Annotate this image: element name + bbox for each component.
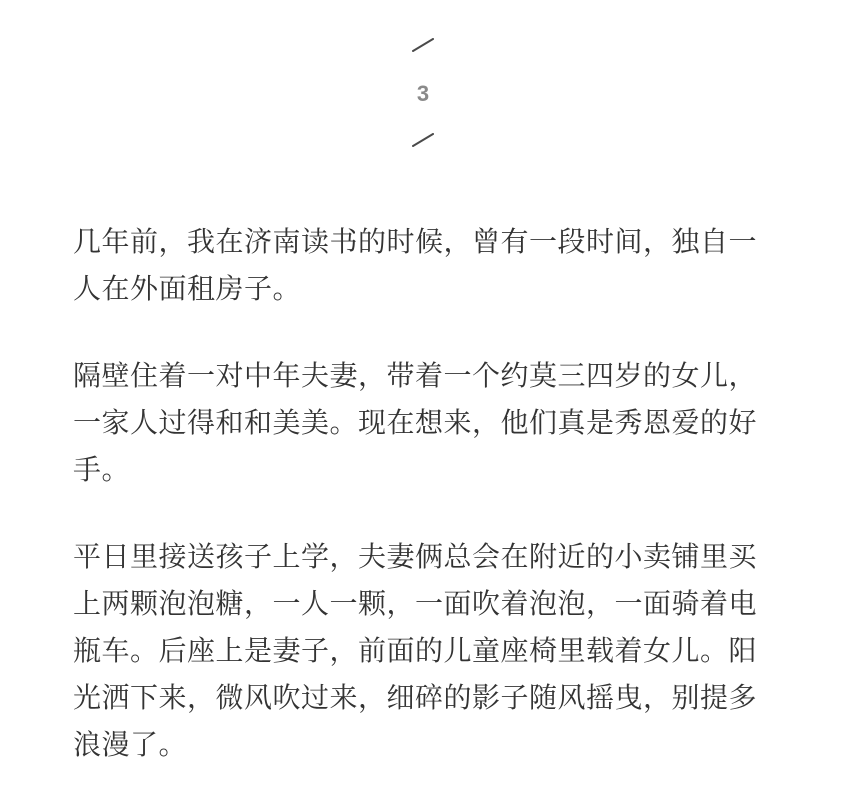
- paragraph-line: 浪漫了。: [73, 728, 188, 761]
- paragraph-line: 几年前，我在济南读书的时候，曾有一段时间，独自一: [73, 225, 758, 258]
- paragraph-line: 一家人过得和和美美。现在想来，他们真是秀恩爱的好: [73, 406, 758, 439]
- paragraph-line: 隔壁住着一对中年夫妻，带着一个约莫三四岁的女儿，: [73, 359, 758, 392]
- paragraph-2: [73, 352, 773, 493]
- paragraph-1: [73, 218, 773, 312]
- paragraph-line: 平日里接送孩子上学，夫妻俩总会在附近的小卖铺里买: [73, 540, 758, 573]
- paragraph-line: 人在外面租房子。: [73, 272, 302, 305]
- paragraph-line: 手。: [73, 453, 131, 486]
- paragraph-line: 光洒下来，微风吹过来，细碎的影子随风摇曳，别提多: [73, 681, 758, 714]
- slash-divider-top: [412, 38, 434, 52]
- paragraph-3: [73, 533, 773, 768]
- article-body: [73, 218, 773, 808]
- section-number: 3: [416, 81, 430, 106]
- slash-divider-bottom: [412, 133, 434, 147]
- paragraph-line: 瓶车。后座上是妻子，前面的儿童座椅里载着女儿。阳: [73, 634, 758, 667]
- paragraph-line: 上两颗泡泡糖，一人一颗，一面吹着泡泡，一面骑着电: [73, 587, 758, 620]
- section-marker: [0, 0, 846, 170]
